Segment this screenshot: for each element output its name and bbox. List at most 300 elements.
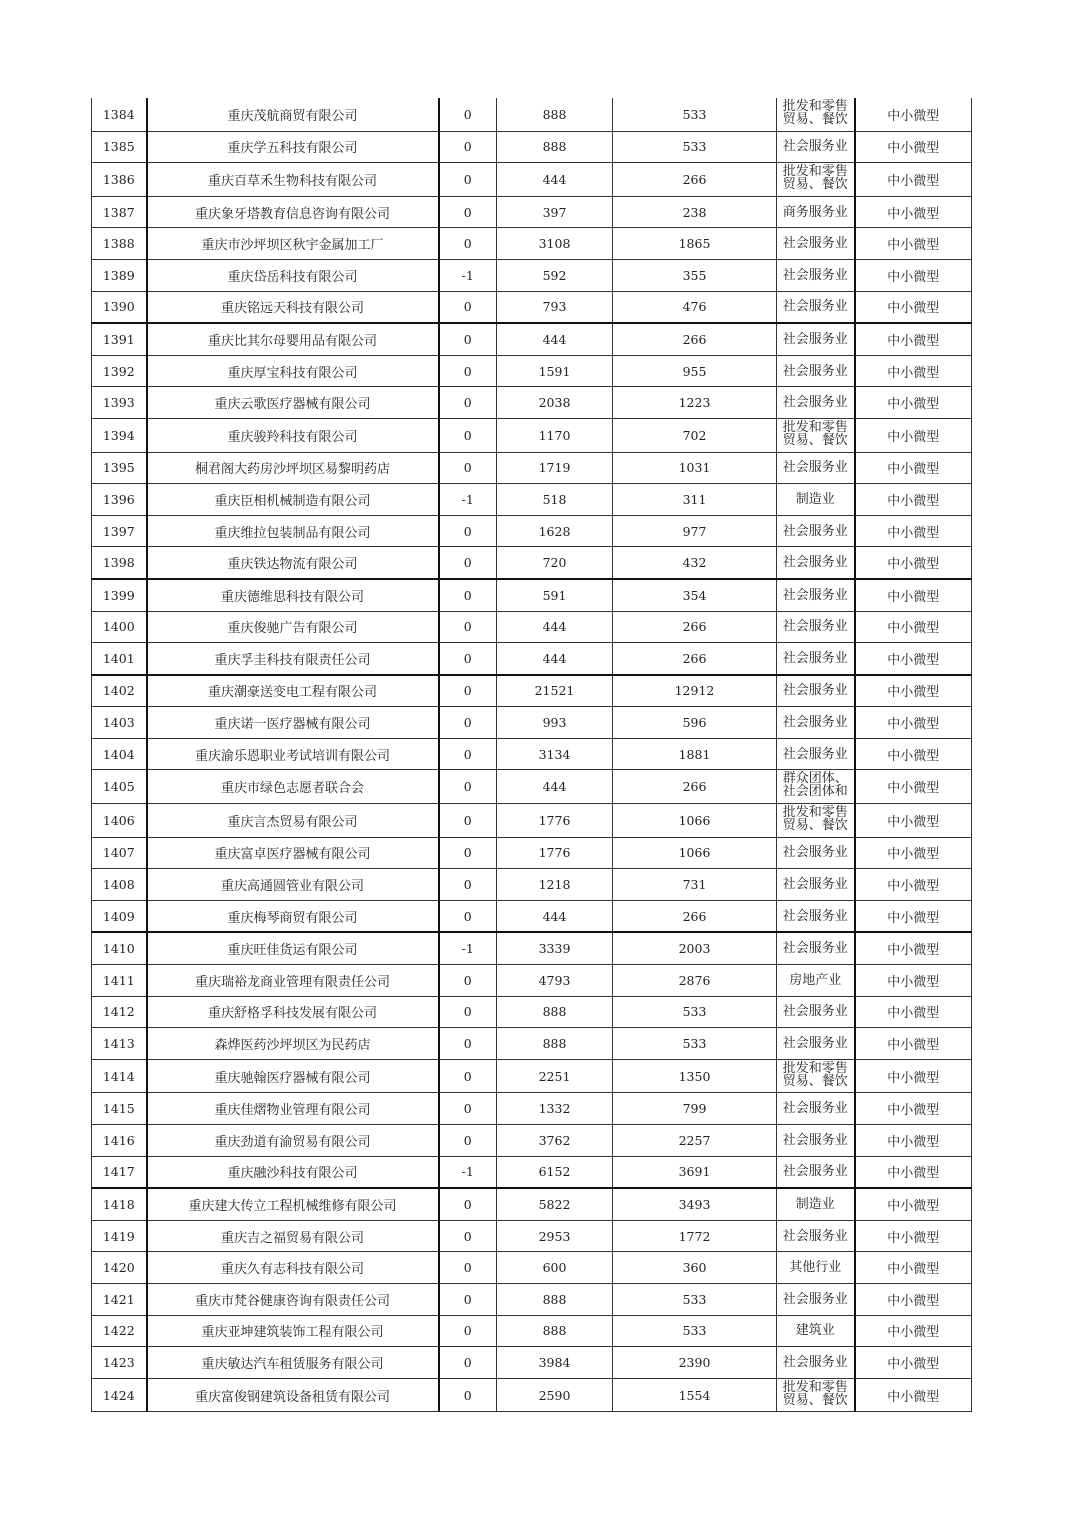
enterprise-size: 中小微型 [855, 900, 972, 932]
row-number: 1407 [92, 837, 147, 869]
enterprise-size: 中小微型 [855, 643, 972, 675]
row-number: 1384 [92, 98, 147, 131]
industry-category: 社会服务业 [777, 515, 855, 547]
flag-value: 0 [439, 1252, 497, 1284]
row-number: 1414 [92, 1059, 147, 1093]
industry-category: 社会服务业 [777, 611, 855, 643]
table-row [92, 611, 972, 643]
flag-value: 0 [439, 770, 497, 804]
row-number: 1399 [92, 579, 147, 611]
amount-b: 1223 [613, 387, 777, 419]
enterprise-size: 中小微型 [855, 228, 972, 260]
company-name: 重庆维拉包装制品有限公司 [147, 515, 439, 547]
company-name: 桐君阁大药房沙坪坝区易黎明药店 [147, 452, 439, 484]
amount-a: 1591 [497, 355, 613, 387]
row-number: 1417 [92, 1156, 147, 1188]
amount-a: 888 [497, 1315, 613, 1347]
enterprise-size: 中小微型 [855, 1125, 972, 1157]
amount-a: 3339 [497, 932, 613, 964]
company-name: 重庆言杰贸易有限公司 [147, 804, 439, 838]
enterprise-size: 中小微型 [855, 387, 972, 419]
flag-value: 0 [439, 355, 497, 387]
table-row [92, 515, 972, 547]
company-name: 重庆高通圆管业有限公司 [147, 869, 439, 901]
enterprise-size: 中小微型 [855, 1220, 972, 1252]
amount-b: 702 [613, 418, 777, 452]
amount-a: 444 [497, 163, 613, 197]
enterprise-size: 中小微型 [855, 1059, 972, 1093]
flag-value: 0 [439, 547, 497, 579]
table-row [92, 804, 972, 838]
company-name: 重庆臣相机械制造有限公司 [147, 484, 439, 516]
industry-category: 社会服务业 [777, 900, 855, 932]
row-number: 1411 [92, 965, 147, 997]
amount-a: 3108 [497, 228, 613, 260]
flag-value: 0 [439, 900, 497, 932]
table-row [92, 291, 972, 323]
flag-value: 0 [439, 869, 497, 901]
row-number: 1387 [92, 196, 147, 228]
company-name: 重庆茂航商贸有限公司 [147, 98, 439, 131]
table-row [92, 484, 972, 516]
flag-value: 0 [439, 707, 497, 739]
row-number: 1397 [92, 515, 147, 547]
row-number: 1385 [92, 131, 147, 163]
enterprise-size: 中小微型 [855, 804, 972, 838]
amount-a: 444 [497, 770, 613, 804]
flag-value: -1 [439, 932, 497, 964]
company-name: 重庆富俊钢建筑设备租赁有限公司 [147, 1378, 439, 1412]
table-row [92, 387, 972, 419]
table-row [92, 1347, 972, 1379]
amount-b: 977 [613, 515, 777, 547]
flag-value: 0 [439, 611, 497, 643]
enterprise-size: 中小微型 [855, 1315, 972, 1347]
amount-b: 2390 [613, 1347, 777, 1379]
row-number: 1421 [92, 1283, 147, 1315]
amount-b: 1772 [613, 1220, 777, 1252]
enterprise-size: 中小微型 [855, 1028, 972, 1060]
company-name: 重庆厚宝科技有限公司 [147, 355, 439, 387]
row-number: 1416 [92, 1125, 147, 1157]
amount-a: 397 [497, 196, 613, 228]
row-number: 1409 [92, 900, 147, 932]
table-row [92, 1093, 972, 1125]
company-name: 重庆旺佳货运有限公司 [147, 932, 439, 964]
industry-category: 社会服务业 [777, 452, 855, 484]
industry-category: 其他行业 [777, 1252, 855, 1284]
table-row [92, 932, 972, 964]
table-row [92, 837, 972, 869]
flag-value: 0 [439, 452, 497, 484]
amount-b: 2257 [613, 1125, 777, 1157]
amount-b: 955 [613, 355, 777, 387]
company-name: 重庆市绿色志愿者联合会 [147, 770, 439, 804]
enterprise-size: 中小微型 [855, 323, 972, 355]
table-row [92, 1125, 972, 1157]
flag-value: 0 [439, 131, 497, 163]
amount-a: 1776 [497, 837, 613, 869]
table-row [92, 1220, 972, 1252]
amount-a: 2953 [497, 1220, 613, 1252]
table-row [92, 675, 972, 707]
row-number: 1395 [92, 452, 147, 484]
amount-b: 533 [613, 1315, 777, 1347]
row-number: 1394 [92, 418, 147, 452]
industry-category: 社会服务业 [777, 547, 855, 579]
enterprise-size: 中小微型 [855, 1252, 972, 1284]
table-row [92, 1252, 972, 1284]
amount-a: 2251 [497, 1059, 613, 1093]
company-name: 重庆瑞裕龙商业管理有限责任公司 [147, 965, 439, 997]
company-name: 重庆融沙科技有限公司 [147, 1156, 439, 1188]
industry-category: 社会服务业 [777, 837, 855, 869]
flag-value: 0 [439, 1378, 497, 1412]
industry-category: 制造业 [777, 1188, 855, 1220]
amount-a: 444 [497, 900, 613, 932]
enterprise-size: 中小微型 [855, 131, 972, 163]
amount-a: 600 [497, 1252, 613, 1284]
company-name: 重庆百草禾生物科技有限公司 [147, 163, 439, 197]
amount-a: 591 [497, 579, 613, 611]
amount-b: 533 [613, 1028, 777, 1060]
amount-b: 799 [613, 1093, 777, 1125]
row-number: 1388 [92, 228, 147, 260]
industry-category: 社会服务业 [777, 355, 855, 387]
amount-b: 311 [613, 484, 777, 516]
table-row [92, 1188, 972, 1220]
enterprise-size: 中小微型 [855, 675, 972, 707]
industry-category: 社会服务业 [777, 1156, 855, 1188]
row-number: 1402 [92, 675, 147, 707]
table-row [92, 770, 972, 804]
flag-value: 0 [439, 1093, 497, 1125]
flag-value: 0 [439, 515, 497, 547]
flag-value: 0 [439, 196, 497, 228]
amount-a: 888 [497, 131, 613, 163]
table-row [92, 131, 972, 163]
company-name: 重庆岱岳科技有限公司 [147, 259, 439, 291]
table-row [92, 98, 972, 131]
row-number: 1404 [92, 738, 147, 770]
amount-a: 21521 [497, 675, 613, 707]
enterprise-size: 中小微型 [855, 1093, 972, 1125]
row-number: 1405 [92, 770, 147, 804]
enterprise-size: 中小微型 [855, 547, 972, 579]
industry-category: 社会服务业 [777, 1028, 855, 1060]
enterprise-size: 中小微型 [855, 869, 972, 901]
flag-value: 0 [439, 163, 497, 197]
industry-category: 社会服务业 [777, 387, 855, 419]
enterprise-size: 中小微型 [855, 355, 972, 387]
enterprise-size: 中小微型 [855, 1347, 972, 1379]
company-name: 重庆比其尔母婴用品有限公司 [147, 323, 439, 355]
flag-value: 0 [439, 1188, 497, 1220]
table-row [92, 707, 972, 739]
table-row [92, 163, 972, 197]
enterprise-size: 中小微型 [855, 770, 972, 804]
table-row [92, 1283, 972, 1315]
amount-b: 266 [613, 770, 777, 804]
row-number: 1389 [92, 259, 147, 291]
amount-b: 596 [613, 707, 777, 739]
row-number: 1406 [92, 804, 147, 838]
company-name: 重庆潮豪送变电工程有限公司 [147, 675, 439, 707]
amount-a: 3134 [497, 738, 613, 770]
enterprise-size: 中小微型 [855, 579, 972, 611]
industry-category: 社会服务业 [777, 259, 855, 291]
industry-category: 批发和零售贸易、餐饮 [777, 804, 855, 838]
amount-b: 432 [613, 547, 777, 579]
amount-b: 731 [613, 869, 777, 901]
flag-value: 0 [439, 837, 497, 869]
amount-b: 355 [613, 259, 777, 291]
flag-value: 0 [439, 675, 497, 707]
flag-value: 0 [439, 1125, 497, 1157]
amount-a: 3762 [497, 1125, 613, 1157]
industry-category: 社会服务业 [777, 1220, 855, 1252]
flag-value: 0 [439, 1283, 497, 1315]
amount-a: 1628 [497, 515, 613, 547]
industry-category: 社会服务业 [777, 738, 855, 770]
row-number: 1390 [92, 291, 147, 323]
flag-value: 0 [439, 98, 497, 131]
amount-a: 1332 [497, 1093, 613, 1125]
amount-b: 533 [613, 1283, 777, 1315]
flag-value: -1 [439, 1156, 497, 1188]
amount-a: 4793 [497, 965, 613, 997]
industry-category: 批发和零售贸易、餐饮 [777, 1059, 855, 1093]
flag-value: 0 [439, 738, 497, 770]
amount-b: 533 [613, 996, 777, 1028]
amount-b: 2003 [613, 932, 777, 964]
industry-category: 社会服务业 [777, 1283, 855, 1315]
flag-value: 0 [439, 1315, 497, 1347]
company-name: 森烨医药沙坪坝区为民药店 [147, 1028, 439, 1060]
amount-a: 1170 [497, 418, 613, 452]
enterprise-size: 中小微型 [855, 707, 972, 739]
flag-value: 0 [439, 996, 497, 1028]
row-number: 1423 [92, 1347, 147, 1379]
amount-b: 3691 [613, 1156, 777, 1188]
row-number: 1400 [92, 611, 147, 643]
amount-a: 444 [497, 611, 613, 643]
company-name: 重庆德维思科技有限公司 [147, 579, 439, 611]
flag-value: 0 [439, 1347, 497, 1379]
table-row [92, 259, 972, 291]
enterprise-size: 中小微型 [855, 1378, 972, 1412]
industry-category: 社会服务业 [777, 869, 855, 901]
enterprise-size: 中小微型 [855, 1283, 972, 1315]
enterprise-size: 中小微型 [855, 452, 972, 484]
enterprise-size: 中小微型 [855, 196, 972, 228]
amount-b: 3493 [613, 1188, 777, 1220]
amount-b: 266 [613, 900, 777, 932]
table-row [92, 1156, 972, 1188]
industry-category: 批发和零售贸易、餐饮 [777, 98, 855, 131]
amount-b: 1066 [613, 804, 777, 838]
row-number: 1398 [92, 547, 147, 579]
company-name: 重庆舒格孚科技发展有限公司 [147, 996, 439, 1028]
industry-category: 建筑业 [777, 1315, 855, 1347]
table-row [92, 579, 972, 611]
amount-a: 2038 [497, 387, 613, 419]
row-number: 1424 [92, 1378, 147, 1412]
amount-a: 1776 [497, 804, 613, 838]
enterprise-size: 中小微型 [855, 418, 972, 452]
amount-b: 354 [613, 579, 777, 611]
company-name: 重庆驰翰医疗器械有限公司 [147, 1059, 439, 1093]
row-number: 1401 [92, 643, 147, 675]
enterprise-size: 中小微型 [855, 484, 972, 516]
amount-b: 533 [613, 131, 777, 163]
enterprise-size: 中小微型 [855, 515, 972, 547]
flag-value: 0 [439, 804, 497, 838]
data-table [91, 98, 972, 1412]
table-row [92, 869, 972, 901]
amount-b: 1031 [613, 452, 777, 484]
amount-b: 476 [613, 291, 777, 323]
table-row [92, 418, 972, 452]
industry-category: 社会服务业 [777, 131, 855, 163]
amount-a: 720 [497, 547, 613, 579]
company-name: 重庆市沙坪坝区秋宇金属加工厂 [147, 228, 439, 260]
industry-category: 群众团体、社会团体和 [777, 770, 855, 804]
table-row [92, 900, 972, 932]
enterprise-size: 中小微型 [855, 98, 972, 131]
company-name: 重庆佳熠物业管理有限公司 [147, 1093, 439, 1125]
flag-value: 0 [439, 323, 497, 355]
industry-category: 房地产业 [777, 965, 855, 997]
amount-b: 266 [613, 163, 777, 197]
table-row [92, 965, 972, 997]
table-row [92, 196, 972, 228]
table-row [92, 323, 972, 355]
table-row [92, 738, 972, 770]
table-row [92, 643, 972, 675]
company-name: 重庆铭远天科技有限公司 [147, 291, 439, 323]
amount-a: 888 [497, 996, 613, 1028]
amount-b: 1881 [613, 738, 777, 770]
company-name: 重庆象牙塔教育信息咨询有限公司 [147, 196, 439, 228]
industry-category: 社会服务业 [777, 932, 855, 964]
table-row [92, 1028, 972, 1060]
row-number: 1420 [92, 1252, 147, 1284]
row-number: 1419 [92, 1220, 147, 1252]
enterprise-size: 中小微型 [855, 1156, 972, 1188]
company-name: 重庆劲道有渝贸易有限公司 [147, 1125, 439, 1157]
industry-category: 批发和零售贸易、餐饮 [777, 418, 855, 452]
industry-category: 社会服务业 [777, 291, 855, 323]
table-row [92, 1315, 972, 1347]
row-number: 1403 [92, 707, 147, 739]
company-name: 重庆铁达物流有限公司 [147, 547, 439, 579]
company-name: 重庆久有志科技有限公司 [147, 1252, 439, 1284]
row-number: 1391 [92, 323, 147, 355]
industry-category: 社会服务业 [777, 707, 855, 739]
row-number: 1422 [92, 1315, 147, 1347]
company-name: 重庆学五科技有限公司 [147, 131, 439, 163]
row-number: 1392 [92, 355, 147, 387]
amount-a: 888 [497, 1283, 613, 1315]
row-number: 1415 [92, 1093, 147, 1125]
table-row [92, 1378, 972, 1412]
industry-category: 社会服务业 [777, 1125, 855, 1157]
company-name: 重庆孚圭科技有限责任公司 [147, 643, 439, 675]
flag-value: -1 [439, 259, 497, 291]
row-number: 1418 [92, 1188, 147, 1220]
flag-value: 0 [439, 1220, 497, 1252]
row-number: 1412 [92, 996, 147, 1028]
row-number: 1386 [92, 163, 147, 197]
amount-a: 793 [497, 291, 613, 323]
enterprise-size: 中小微型 [855, 932, 972, 964]
row-number: 1396 [92, 484, 147, 516]
enterprise-size: 中小微型 [855, 1188, 972, 1220]
company-name: 重庆建大传立工程机械维修有限公司 [147, 1188, 439, 1220]
row-number: 1393 [92, 387, 147, 419]
industry-category: 制造业 [777, 484, 855, 516]
flag-value: 0 [439, 291, 497, 323]
amount-b: 266 [613, 611, 777, 643]
amount-a: 5822 [497, 1188, 613, 1220]
amount-b: 238 [613, 196, 777, 228]
amount-a: 444 [497, 643, 613, 675]
industry-category: 社会服务业 [777, 643, 855, 675]
company-name: 重庆梅琴商贸有限公司 [147, 900, 439, 932]
table-row [92, 452, 972, 484]
industry-category: 社会服务业 [777, 675, 855, 707]
industry-category: 社会服务业 [777, 228, 855, 260]
company-name: 重庆俊驰广告有限公司 [147, 611, 439, 643]
enterprise-size: 中小微型 [855, 738, 972, 770]
table-row [92, 547, 972, 579]
enterprise-size: 中小微型 [855, 163, 972, 197]
amount-b: 266 [613, 643, 777, 675]
enterprise-size: 中小微型 [855, 996, 972, 1028]
table-row [92, 228, 972, 260]
table-body [92, 98, 972, 1412]
table-row [92, 996, 972, 1028]
table-row [92, 1059, 972, 1093]
flag-value: 0 [439, 418, 497, 452]
company-name: 重庆渝乐恩职业考试培训有限公司 [147, 738, 439, 770]
amount-a: 888 [497, 98, 613, 131]
amount-b: 2876 [613, 965, 777, 997]
amount-b: 1350 [613, 1059, 777, 1093]
amount-a: 993 [497, 707, 613, 739]
row-number: 1408 [92, 869, 147, 901]
amount-a: 6152 [497, 1156, 613, 1188]
amount-b: 1554 [613, 1378, 777, 1412]
company-name: 重庆诺一医疗器械有限公司 [147, 707, 439, 739]
company-name: 重庆骏羚科技有限公司 [147, 418, 439, 452]
table-row [92, 355, 972, 387]
flag-value: 0 [439, 643, 497, 675]
amount-a: 444 [497, 323, 613, 355]
company-name: 重庆亚坤建筑装饰工程有限公司 [147, 1315, 439, 1347]
industry-category: 社会服务业 [777, 323, 855, 355]
flag-value: 0 [439, 1028, 497, 1060]
enterprise-size: 中小微型 [855, 611, 972, 643]
amount-a: 1218 [497, 869, 613, 901]
industry-category: 批发和零售贸易、餐饮 [777, 163, 855, 197]
flag-value: 0 [439, 1059, 497, 1093]
amount-a: 518 [497, 484, 613, 516]
amount-a: 888 [497, 1028, 613, 1060]
amount-a: 2590 [497, 1378, 613, 1412]
industry-category: 商务服务业 [777, 196, 855, 228]
